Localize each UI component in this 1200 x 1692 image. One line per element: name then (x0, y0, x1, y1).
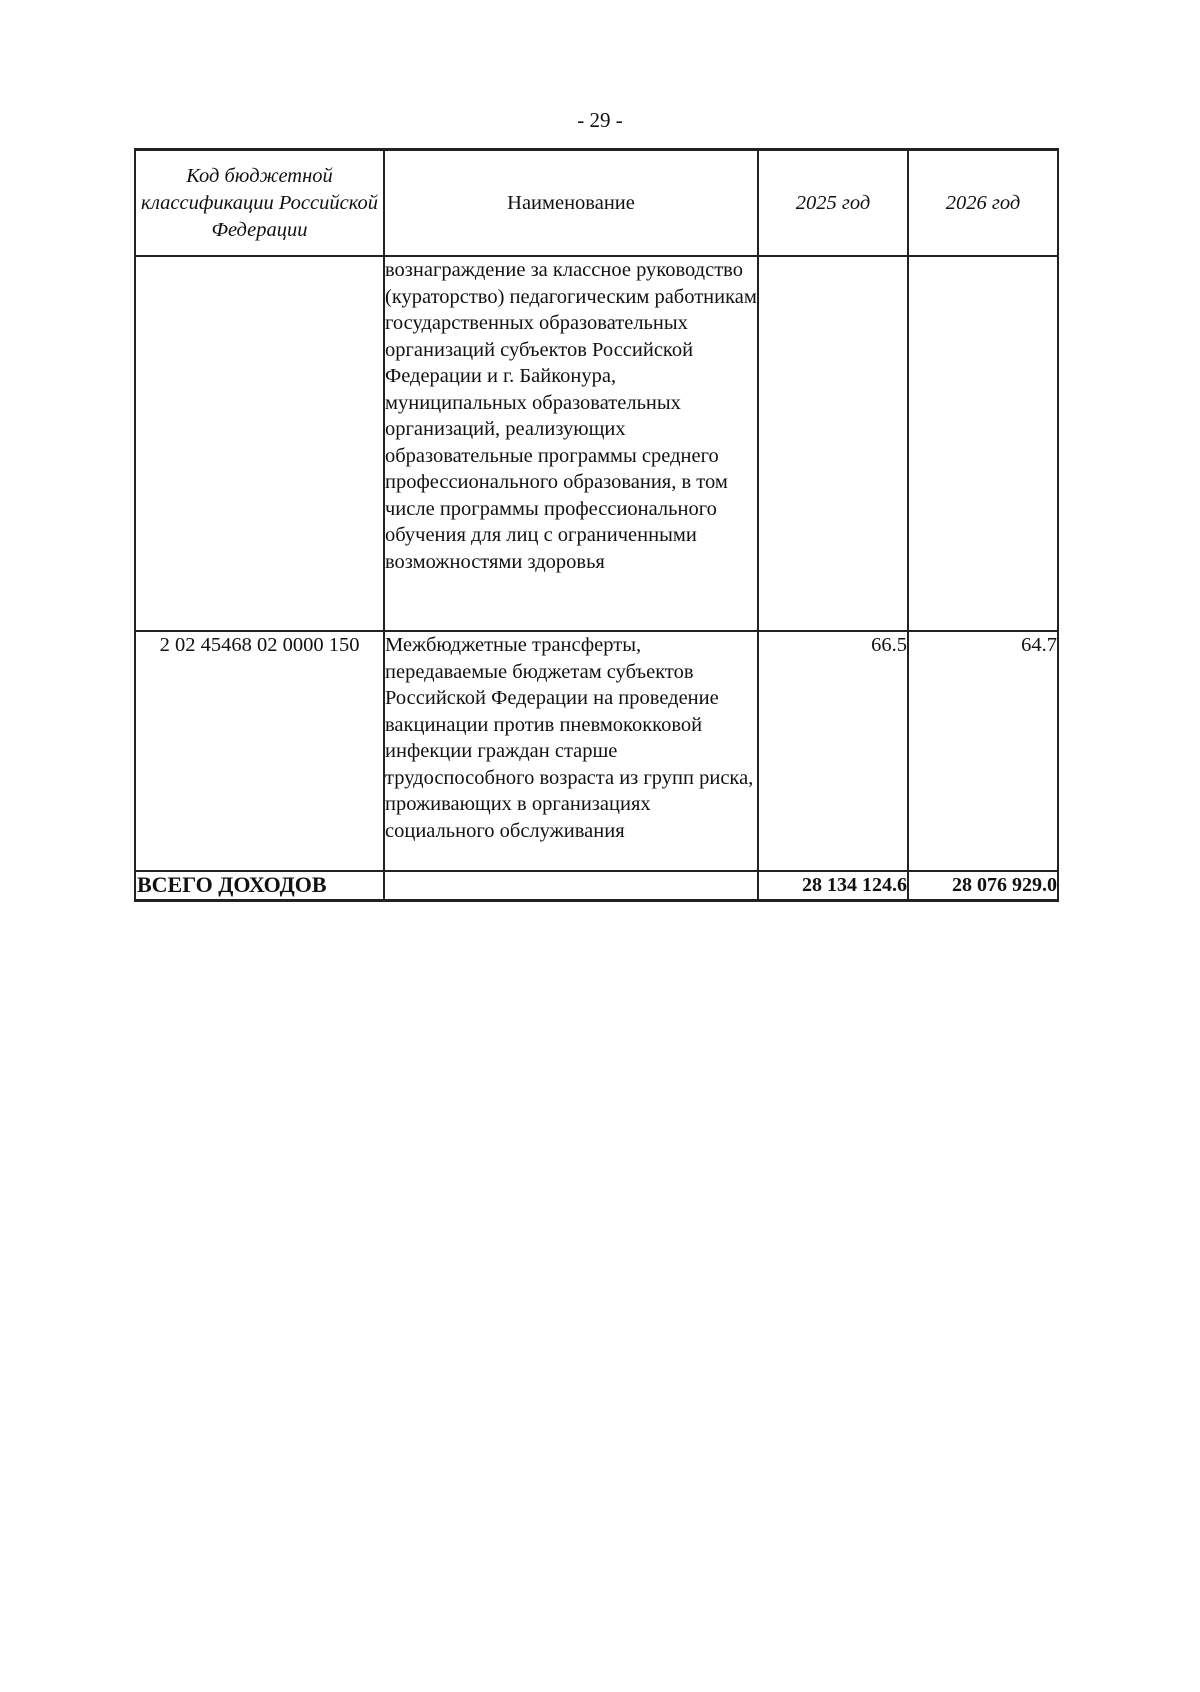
table-row (135, 256, 1058, 631)
header-year-2026: 2026 год (908, 150, 1058, 257)
table-row (135, 631, 1058, 871)
cell-name: вознаграждение за классное руководство (кураторство) педагогическим работникам государственных образовательных организаций субъектов Российской Федерации и г. Байконура, муниципальных образовательных организаций, реализующих образовательные программы среднего профессионального образования, в том числе программы профессионального обучения для лиц с ограниченными возможностями здоровья (384, 256, 758, 631)
total-2025: 28 134 124.6 (758, 871, 908, 900)
cell-code: 2 02 45468 02 0000 150 (135, 631, 384, 871)
total-row (135, 871, 1058, 900)
cell-2025 (758, 256, 908, 631)
total-name-cell (384, 871, 758, 900)
cell-2026 (908, 256, 1058, 631)
total-2026: 28 076 929.0 (908, 871, 1058, 900)
cell-2025: 66.5 (758, 631, 908, 871)
cell-code (135, 256, 384, 631)
budget-table (134, 148, 1059, 902)
header-code: Код бюджетной классификации Российской Федерации (135, 150, 384, 257)
table-header-row (135, 150, 1058, 257)
page-number: - 29 - (577, 108, 623, 132)
header-name: Наименование (384, 150, 758, 257)
cell-2026: 64.7 (908, 631, 1058, 871)
cell-name: Межбюджетные трансферты, передаваемые бюджетам субъектов Российской Федерации на проведение вакцинации против пневмококковой инфекции граждан старше трудоспособного возраста из групп риска, проживающих в организациях социального обслуживания (384, 631, 758, 871)
header-year-2025: 2025 год (758, 150, 908, 257)
total-label: ВСЕГО ДОХОДОВ (135, 871, 384, 900)
